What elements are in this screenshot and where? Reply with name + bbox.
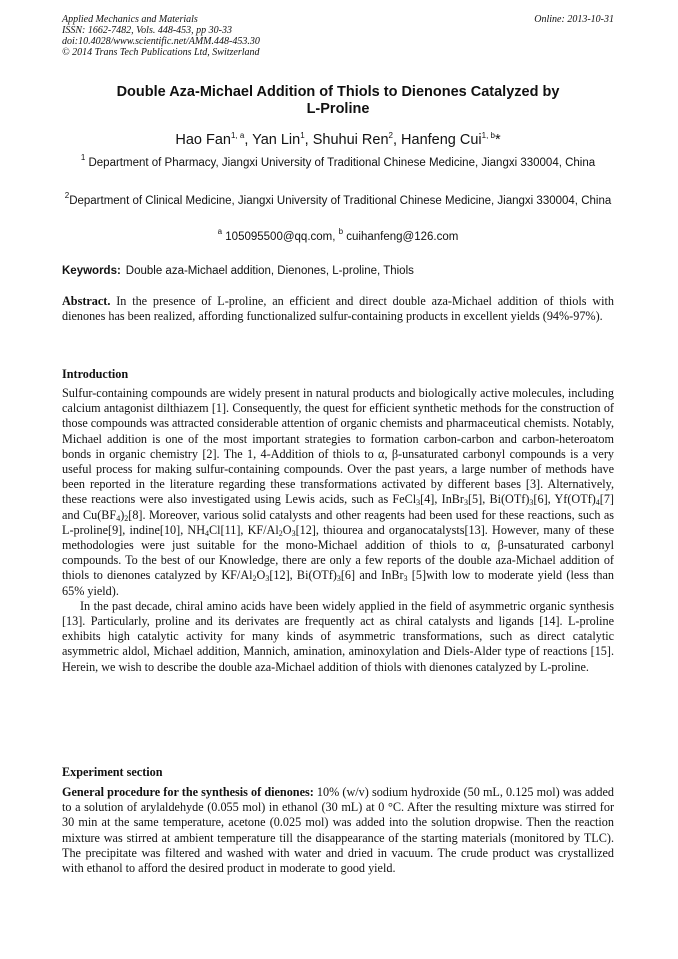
keywords-text: Double aza-Michael addition, Dienones, L-proline, Thiols	[125, 265, 414, 277]
introduction-heading: Introduction	[62, 367, 129, 381]
text-run: [6], Yf(OTf)	[533, 492, 596, 507]
email-marker-a: a	[217, 227, 223, 236]
introduction-paragraph-1	[62, 386, 614, 599]
experiment-heading: Experiment section	[62, 765, 163, 779]
subscript: 3	[403, 574, 408, 584]
author-affiliation-marker: 2	[388, 131, 393, 140]
subscript: 3	[416, 498, 421, 508]
experiment-section	[62, 785, 614, 876]
keywords-label: Keywords:	[62, 265, 121, 277]
subscript: 3	[336, 574, 341, 584]
title-line-1: Double Aza-Michael Addition of Thiols to Dienones Catalyzed by	[116, 84, 560, 100]
affiliation-marker: 2	[64, 191, 70, 200]
author-affiliation-marker: 1, a	[230, 131, 245, 140]
text-run: Cl[11], KF/Al	[209, 522, 279, 537]
text-run: [6] and InBr	[340, 568, 404, 583]
procedure-label: General procedure for the synthesis of dienones:	[62, 785, 314, 799]
text-run: O	[256, 568, 266, 583]
subscript: 4	[205, 528, 210, 538]
subscript: 3	[463, 498, 468, 508]
text-run: Sulfur-containing compounds are widely present in natural products and biologically active molecules, including calcium antagonist dilthiazem [1]. Consequently, the quest for efficient synthetic methods for the construction of those compounds was attracted considerable attention of organic chemists and pharmaceutical chemists. Notably, Michael addition is one of the most important strategies to formation carbon-carbon and carbon-heteroatom bonds in organic chemistry [2]. The 1, 4-Addition of thiols to α, β-unsaturated carbonyl compounds is a very useful process for making sulfur-containing compounds. Over the past years, a large number of methods have been reported in the literature regarding these transformations activated by different bases [3]. Alternatively, these reactions were also investigated using Lewis acids, such as FeCl	[62, 386, 614, 507]
paper-title	[62, 84, 614, 118]
author-separator: ,	[392, 132, 402, 148]
text-run: [5], Bi(OTf)	[467, 492, 530, 507]
introduction-paragraph-2: In the past decade, chiral amino acids have been widely applied in the field of asymmetric organic synthesis [13]. Particularly, proline and its derivates are frequently act as chiral catalysts and ligands [14]. L-proline exhibits high catalytic activity for many kinds of asymmetric transformations, such as direct catalytic asymmetric aldol, Michael addition, Mannich, amination, aminoxylation and Diels-Alder type of reactions [15]. Herein, we wish to describe the double aza-Michael addition of thiols with dienones catalyzed by L-proline.	[62, 598, 614, 674]
author-separator: ,	[244, 132, 253, 148]
email-marker-b: b	[338, 227, 344, 236]
subscript: 4	[116, 513, 121, 523]
subscript: 4	[595, 498, 600, 508]
procedure-text: 10% (w/v) sodium hydroxide (50 mL, 0.125 mol) was added to a solution of arylaldehyde (0.055 mol) in ethanol (30 mL) at 0 °C. After the resulting mixture was stirred for 30 min at the same temperature, acetone (0.025 mol) was added into the solution dropwise. Then the reaction mixture was stirred at ambient temperature till the disappearance of the starting materials (monitored by TLC). The precipitate was filtered and washed with water and dried in vacuum. The crude product was crystallized with ethanol to afford the desired product in moderate to good yield.	[62, 785, 614, 876]
author-affiliation-marker: 1, b	[481, 131, 495, 140]
subscript: 3	[265, 574, 270, 584]
author-name: Hao Fan	[175, 132, 231, 148]
affiliation-2	[62, 191, 614, 209]
text-run: [12], Bi(OTf)	[269, 568, 337, 583]
keywords	[62, 264, 614, 279]
affiliation-text: Department of Pharmacy, Jiangxi University of Traditional Chinese Medicine, Jiangxi 330004, China	[85, 157, 596, 169]
email-a: 105095500@qq.com,	[222, 231, 339, 243]
subscript: 2	[278, 528, 283, 538]
affiliation-marker: 1	[80, 153, 86, 162]
author-separator: ,	[304, 132, 313, 148]
subscript: 3	[529, 498, 534, 508]
abstract	[62, 294, 614, 324]
experiment-paragraph	[62, 785, 614, 876]
author-affiliation-marker: 1	[300, 131, 305, 140]
text-run: [12], thiourea and organocatalysts[13]. However, many of these methodologies were just suitable for the mono-Michael addition of thiols to α, β-unsaturated carbonyl compounds. To the best of our Knowledge, there are only a few reports of the double aza-Michael addition of thiols to dienones catalyzed by KF/Al	[62, 522, 614, 583]
text-run: [5]with low to moderate yield (less than 65% yield).	[62, 568, 614, 598]
abstract-text: In the presence of L-proline, an efficient and direct double aza-Michael addition of thiols with dienones has been realized, affording functionalized sulfur-containing products in excellent yields (94%-97%).	[62, 294, 614, 324]
text-run: [4], InBr	[420, 492, 464, 507]
email-b: cuihanfeng@126.com	[343, 231, 459, 243]
title-line-2: L-Proline	[306, 101, 370, 117]
author-name: Hanfeng Cui	[401, 132, 482, 148]
journal-name: Applied Mechanics and Materials	[62, 14, 198, 25]
subscript: 3	[291, 528, 296, 538]
issn-line: ISSN: 1662-7482, Vols. 448-453, pp 30-33	[62, 25, 232, 36]
copyright-line: © 2014 Trans Tech Publications Ltd, Switzerland	[62, 47, 260, 58]
abstract-label: Abstract.	[62, 294, 111, 308]
doi-line: doi:10.4028/www.scientific.net/AMM.448-453.30	[62, 36, 260, 47]
text-run: O	[282, 522, 292, 537]
text-run: [8]. Moreover, various solid catalysts and other reagents had been used for these reactions, such as L-proline[9], indine[10], NH	[62, 507, 614, 537]
author-name: Shuhui Ren	[312, 132, 389, 148]
text-run: [7] and Cu(BF	[62, 492, 614, 522]
corresponding-marker: *	[494, 132, 501, 148]
subscript: 2	[124, 513, 129, 523]
author-emails	[62, 227, 614, 245]
author-name: Yan Lin	[252, 132, 301, 148]
affiliation-1	[62, 153, 614, 171]
author-list	[62, 131, 614, 149]
subscript: 2	[252, 574, 257, 584]
text-run: )	[120, 507, 125, 522]
introduction-section	[62, 386, 614, 675]
publication-header	[62, 14, 614, 58]
online-date: Online: 2013-10-31	[534, 14, 614, 25]
affiliation-text: Department of Clinical Medicine, Jiangxi University of Traditional Chinese Medicine, Jiangxi 330004, China	[69, 195, 612, 207]
